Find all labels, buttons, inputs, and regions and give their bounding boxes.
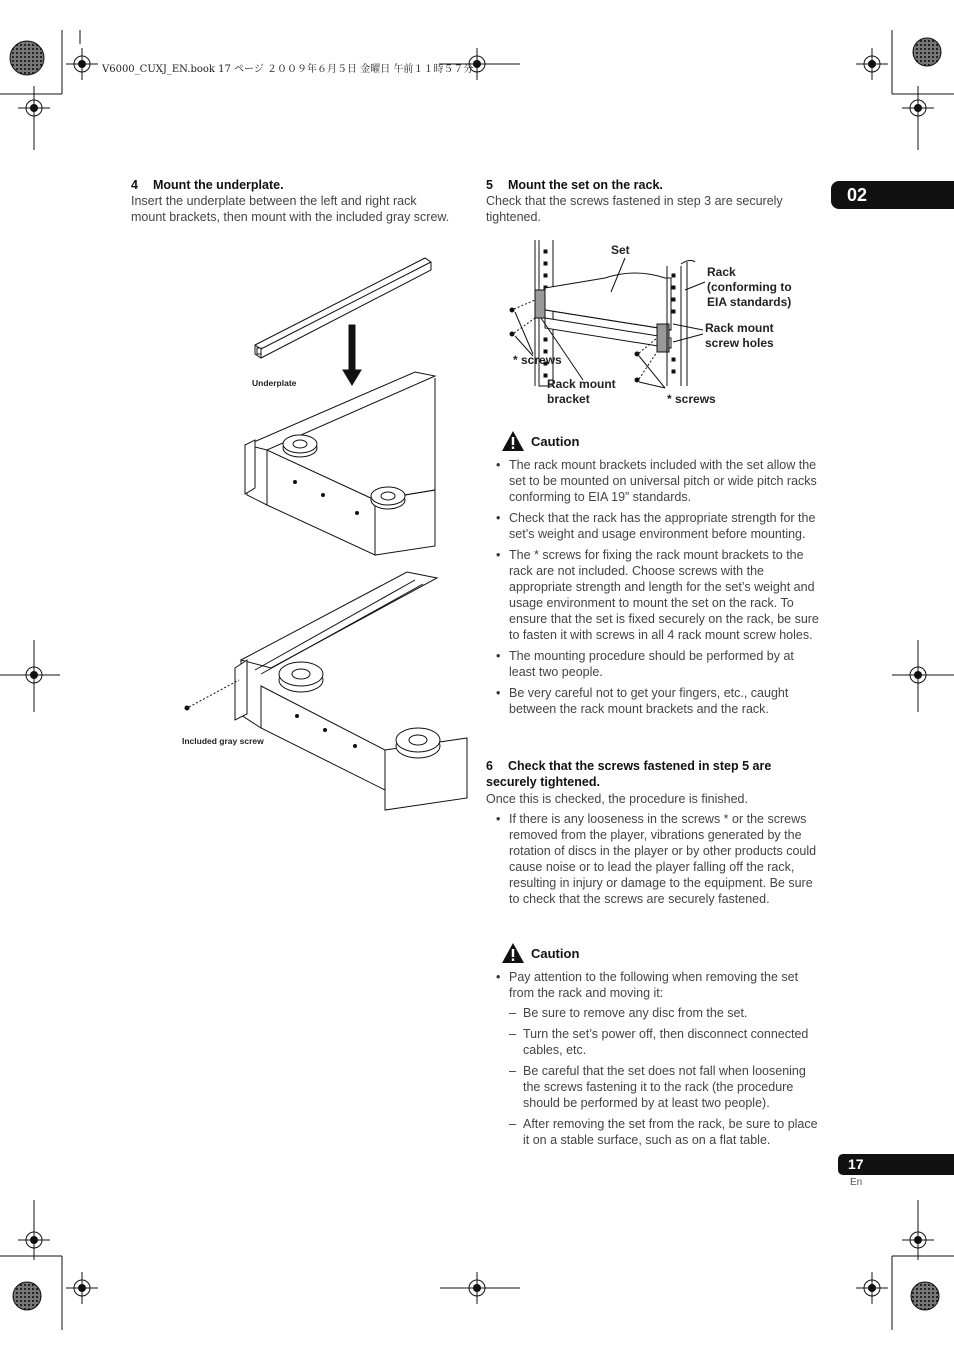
step-5-body: Check that the screws fastened in step 3 are securely tightened. (486, 194, 783, 224)
step-6-number: 6 (486, 759, 493, 773)
gray-screw-label: Included gray screw (182, 736, 264, 746)
fig-screws-right-label: * screws (667, 392, 716, 406)
caution-1-list (487, 457, 821, 722)
page-number: 17 (838, 1154, 954, 1175)
caution-1-heading (501, 430, 579, 452)
caution-2-title: Caution (531, 945, 580, 961)
step-4-title (131, 177, 451, 193)
step-6-body: Once this is checked, the procedure is finished. (486, 792, 748, 806)
step-6-title (486, 758, 806, 790)
file-header-line: V6000_CUXJ_EN.book 17 ページ ２００９年６月５日 金曜日 午前１１時５７分 (102, 64, 474, 75)
caution-1-item: • Check that the rack has the appropriate strength for the set’s weight and usage environment before mounting. (487, 510, 821, 542)
fig-bracket-label (547, 377, 616, 407)
caution-1-item: • The * screws for fixing the rack mount brackets to the rack are not included. Choose screws with the appropriate strength and length for the set’s weight and usage environment to mount the set on the rack. To ensure that the set is fixed securely on the rack, be sure to fasten it with screws in all 4 rack mount screw holes. (487, 547, 821, 643)
fig-holes-line-1: Rack mount (705, 321, 774, 335)
step-5-title-text: Mount the set on the rack. (508, 178, 663, 192)
fig-holes-line-2: screw holes (705, 336, 774, 350)
caution-2-subitem: – After removing the set from the rack, be sure to place it on a stable surface, such as on a flat table. (487, 1116, 825, 1148)
underplate-illustration (175, 250, 475, 820)
step-4-title-text: Mount the underplate. (153, 178, 284, 192)
step-5 (486, 177, 820, 225)
fig-screws-left-label: * screws (513, 353, 562, 367)
fig-rack-line-2: (conforming to (707, 280, 792, 294)
caution-1-title: Caution (531, 433, 580, 449)
caution-2-subitem: – Turn the set’s power off, then disconnect connected cables, etc. (487, 1026, 825, 1058)
underplate-label: Underplate (252, 378, 297, 388)
page-language: En (850, 1177, 863, 1188)
step-6-list (487, 811, 821, 912)
chapter-tab: 02 (831, 181, 954, 209)
fig-rack-line-1: Rack (707, 265, 736, 279)
fig-rack-label (707, 265, 792, 310)
warning-icon (501, 942, 525, 964)
step-5-number: 5 (486, 178, 493, 192)
warning-icon (501, 430, 525, 452)
caution-2-sublist (487, 1005, 825, 1153)
step-4 (131, 177, 451, 225)
fig-bracket-line-1: Rack mount (547, 377, 616, 391)
step-4-body: Insert the underplate between the left and right rack mount brackets, then mount with the included gray screw. (131, 194, 450, 224)
step-6-title-text: Check that the screws fastened in step 5 are securely tightened. (486, 759, 772, 789)
caution-2-subitem: – Be careful that the set does not fall when loosening the screws fastening it to the rack (the procedure should be performed by at least two people). (487, 1063, 825, 1111)
step-6-item: • If there is any looseness in the screws * or the screws removed from the player, vibrations generated by the rotation of discs in the player or by other products could cause noise or to lead the player falling off the rack, resulting in injury or damage to the equipment. Be sure to check that the screws are securely fastened. (487, 811, 821, 907)
caution-2-heading (501, 942, 579, 964)
caution-1-item: • The mounting procedure should be performed by at least two people. (487, 648, 821, 680)
fig-set-label: Set (611, 243, 630, 257)
caution-1-item: • The rack mount brackets included with the set allow the set to be mounted on universal pitch or wide pitch racks conforming to EIA 19” standards. (487, 457, 821, 505)
step-6 (486, 758, 806, 807)
fig-holes-label (705, 321, 774, 351)
caution-2-item: • Pay attention to the following when removing the set from the rack and moving it: (487, 969, 821, 1001)
caution-1-item: • Be very careful not to get your fingers, etc., caught between the rack mount brackets and the rack. (487, 685, 821, 717)
step-4-number: 4 (131, 178, 138, 192)
step-5-title (486, 177, 820, 193)
fig-rack-line-3: EIA standards) (707, 295, 792, 309)
fig-bracket-line-2: bracket (547, 392, 590, 406)
caution-2-list (487, 969, 821, 1006)
caution-2-subitem: – Be sure to remove any disc from the set. (487, 1005, 825, 1021)
